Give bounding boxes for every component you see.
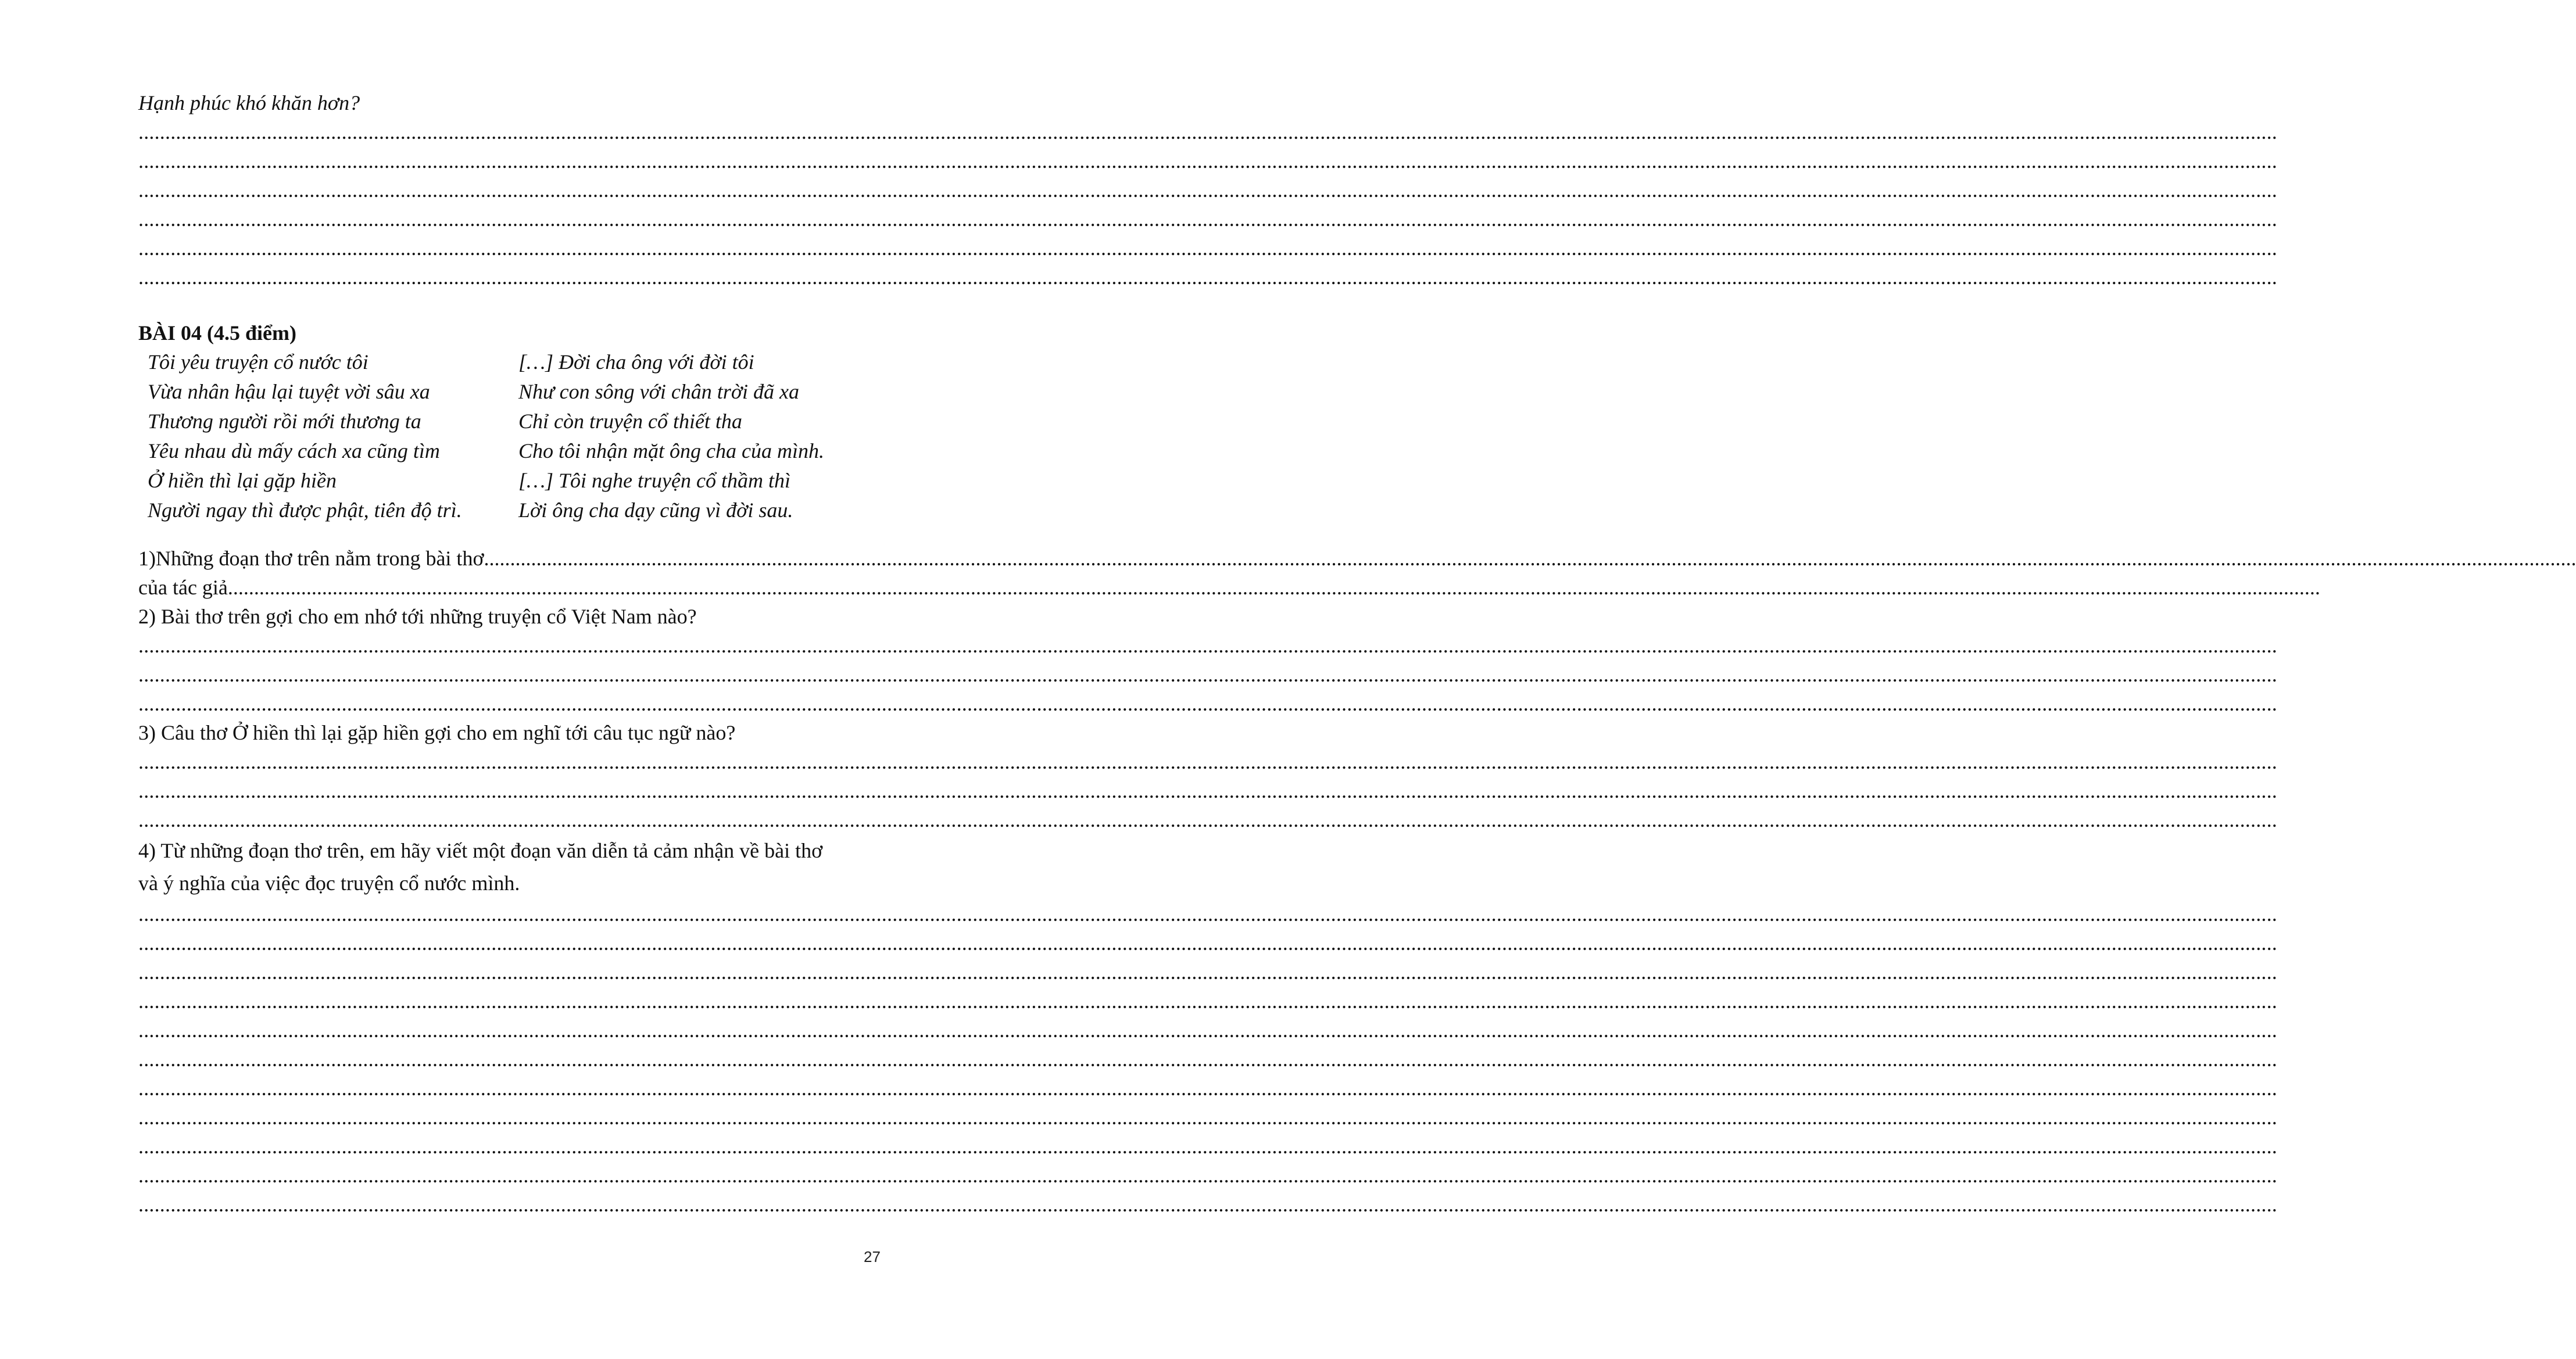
answer-line[interactable]: ................................................................................................................................................................................................................................................................................................................................................................................................................: [138, 236, 2277, 260]
question-3-text: 3) Câu thơ Ở hiền thì lại gặp hiền gợi cho em nghĩ tới câu tục ngữ nào?: [138, 721, 736, 744]
answer-line[interactable]: ................................................................................................................................................................................................................................................................................................................................................................................................................: [138, 692, 2277, 715]
poem-title-blank[interactable]: ................................................................................................................................................................................................................................................................................................................................................................................................................: [484, 547, 2576, 570]
answer-line[interactable]: ................................................................................................................................................................................................................................................................................................................................................................................................................: [138, 1193, 2277, 1216]
poem-line: Yêu nhau dù mấy cách xa cũng tìm: [148, 439, 440, 462]
answer-line[interactable]: ................................................................................................................................................................................................................................................................................................................................................................................................................: [138, 1106, 2277, 1129]
question-1: [138, 544, 2576, 602]
poem-line: Người ngay thì được phật, tiên độ trì.: [148, 499, 462, 522]
poem-line: Cho tôi nhận mặt ông cha của mình.: [518, 439, 824, 462]
answer-line[interactable]: ................................................................................................................................................................................................................................................................................................................................................................................................................: [138, 902, 2277, 926]
answer-line[interactable]: ................................................................................................................................................................................................................................................................................................................................................................................................................: [138, 960, 2277, 984]
poem-line: Ở hiền thì lại gặp hiền: [148, 469, 337, 492]
poem-line: Lời ông cha dạy cũng vì đời sau.: [518, 499, 793, 522]
answer-line[interactable]: ................................................................................................................................................................................................................................................................................................................................................................................................................: [138, 1019, 2277, 1042]
question-4-text-line: 4) Từ những đoạn thơ trên, em hãy viết một đoạn văn diễn tả cảm nhận về bài thơ: [138, 839, 823, 862]
answer-line[interactable]: ................................................................................................................................................................................................................................................................................................................................................................................................................: [138, 1164, 2277, 1187]
answer-line[interactable]: ................................................................................................................................................................................................................................................................................................................................................................................................................: [138, 149, 2277, 173]
poem-column-left: [138, 347, 518, 525]
answer-line[interactable]: ................................................................................................................................................................................................................................................................................................................................................................................................................: [138, 931, 2277, 955]
question-1-line-2: [138, 573, 2320, 602]
question-4: [138, 834, 2277, 1219]
poem-column-right: [518, 347, 876, 525]
intro-answer-lines: [138, 117, 2277, 292]
document-page: [138, 88, 2576, 1219]
poem-line: Tôi yêu truyện cổ nước tôi: [148, 350, 368, 374]
answer-line[interactable]: ................................................................................................................................................................................................................................................................................................................................................................................................................: [138, 750, 2277, 773]
poem-line: Chỉ còn truyện cổ thiết tha: [518, 410, 742, 433]
intro-prompt: Hạnh phúc khó khăn hơn?: [138, 91, 360, 114]
answer-line[interactable]: ................................................................................................................................................................................................................................................................................................................................................................................................................: [138, 779, 2277, 802]
answer-line[interactable]: ................................................................................................................................................................................................................................................................................................................................................................................................................: [138, 634, 2277, 657]
answer-line[interactable]: ................................................................................................................................................................................................................................................................................................................................................................................................................: [138, 1048, 2277, 1071]
poem-line: […] Đời cha ông với đời tôi: [518, 350, 754, 374]
answer-line[interactable]: ................................................................................................................................................................................................................................................................................................................................................................................................................: [138, 207, 2277, 231]
answer-line[interactable]: ................................................................................................................................................................................................................................................................................................................................................................................................................: [138, 1135, 2277, 1158]
poem-line: Như con sông với chân trời đã xa: [518, 380, 800, 403]
question-1-text: 1)Những đoạn thơ trên nằm trong bài thơ: [138, 547, 484, 570]
section-title: BÀI 04 (4.5 điểm): [138, 321, 296, 345]
question-3: [138, 718, 2277, 834]
answer-line[interactable]: ................................................................................................................................................................................................................................................................................................................................................................................................................: [138, 808, 2277, 831]
answer-line[interactable]: ................................................................................................................................................................................................................................................................................................................................................................................................................: [138, 178, 2277, 202]
question-2: [138, 602, 2277, 718]
question-4-text: [138, 834, 876, 899]
poem-line: Vừa nhân hậu lại tuyệt vời sâu xa: [148, 380, 430, 403]
answer-line[interactable]: ................................................................................................................................................................................................................................................................................................................................................................................................................: [138, 266, 2277, 289]
answer-line[interactable]: ................................................................................................................................................................................................................................................................................................................................................................................................................: [138, 120, 2277, 144]
answer-line[interactable]: ................................................................................................................................................................................................................................................................................................................................................................................................................: [138, 989, 2277, 1013]
poem-line: […] Tôi nghe truyện cổ thầm thì: [518, 469, 790, 492]
answer-line[interactable]: ................................................................................................................................................................................................................................................................................................................................................................................................................: [138, 1077, 2277, 1100]
question-4-text-line: và ý nghĩa của việc đọc truyện cổ nước mình.: [138, 872, 520, 895]
question-1-author-text: của tác giả: [138, 576, 228, 599]
answer-line[interactable]: ................................................................................................................................................................................................................................................................................................................................................................................................................: [138, 663, 2277, 686]
page-number: 27: [864, 1248, 881, 1265]
poem-line: Thương người rồi mới thương ta: [148, 410, 421, 433]
question-2-text: 2) Bài thơ trên gợi cho em nhớ tới những truyện cổ Việt Nam nào?: [138, 605, 697, 628]
author-blank[interactable]: ................................................................................................................................................................................................................................................................................................................................................................................................................: [227, 576, 2320, 599]
question-1-line-1: [138, 544, 2576, 573]
poem: [138, 347, 876, 525]
